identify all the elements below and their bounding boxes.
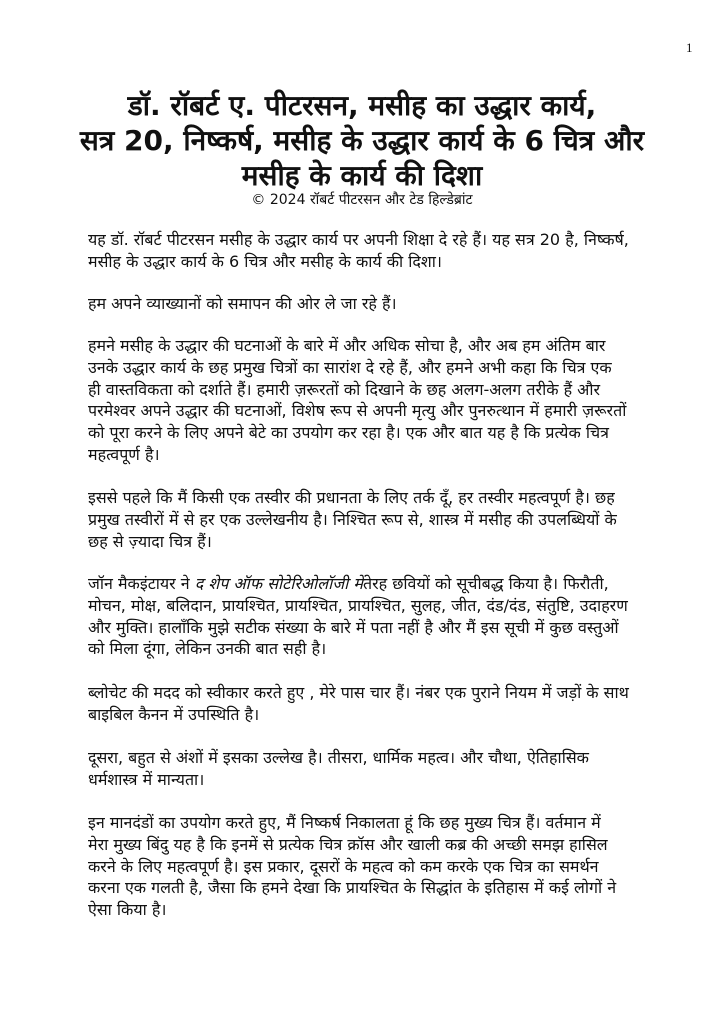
title-line: डॉ. रॉबर्ट ए. पीटरसन, मसीह का उद्धार कार्य,	[127, 89, 597, 122]
text-line: मसीह के उद्धार कार्य के 6 चित्र और मसीह के कार्य की दिशा।	[88, 251, 442, 271]
book-title: द शेप ऑफ सोटेरिओलॉजी में	[194, 574, 363, 593]
text-line: ऐसा किया है।	[88, 900, 167, 920]
text-line: इससे पहले कि मैं किसी एक तस्वीर की प्रधानता के लिए तर्क दूँ, हर तस्वीर महत्वपूर्ण है। छह	[88, 488, 615, 507]
title-line: मसीह के कार्य की दिशा	[241, 159, 483, 192]
text-segment: जॉन मैकइंटायर ने	[88, 574, 195, 593]
text-line: इन मानदंडों का उपयोग करते हुए, मैं निष्कर्ष निकालता हूं कि छह मुख्य चित्र हैं। वर्तमान में	[88, 813, 601, 832]
page-number: 1	[686, 40, 693, 55]
paragraph-pictures-summary	[88, 335, 668, 466]
document-title	[40, 88, 684, 193]
text-line: प्रमुख तस्वीरों में से हर एक उल्लेखनीय है। निश्चित रूप से, शास्त्र में मसीह की उपलब्धियों के	[88, 509, 617, 529]
text-line: उनके उद्धार कार्य के छह प्रमुख चित्रों का सारांश दे रहे हैं, और हमने अभी कहा कि चित्र एक	[88, 357, 612, 377]
text-line: हमने मसीह के उद्धार की घटनाओं के बारे में और अधिक सोचा है, और अब हम अंतिम बार	[88, 336, 606, 355]
text-line: परमेश्वर अपने उद्धार की घटनाओं, विशेष रूप से अपनी मृत्यु और पुनरुत्थान में हमारी ज़रूरतों	[88, 401, 627, 421]
text-line: और मुक्ति। हालाँकि मुझे सटीक संख्या के बारे में पता नहीं है और मैं इस सूची में कुछ वस्तुओं	[88, 617, 619, 637]
copyright-notice: © 2024 रॉबर्ट पीटरसन और टेड हिल्डेब्रांट	[251, 192, 473, 208]
text-line: धर्मशास्त्र में मान्यता।	[88, 769, 205, 789]
text-line: दूसरा, बहुत से अंशों में इसका उल्लेख है। तीसरा, धार्मिक महत्व। और चौथा, ऐतिहासिक	[88, 748, 589, 767]
text-line: ब्लोचेट की मदद को स्वीकार करते हुए , मेरे पास चार हैं। नंबर एक पुराने नियम में जड़ों के साथ	[88, 683, 629, 702]
text-line: को मिला दूंगा, लेकिन उनकी बात सही है।	[88, 639, 327, 659]
text-line: को पूरा करने के लिए अपने बेटे का उपयोग कर रहा है। एक और बात यह है कि प्रत्येक चित्र	[88, 423, 609, 443]
text-line	[88, 573, 668, 595]
text-segment: तेरह छवियों को सूचीबद्ध किया है। फिरौती,	[362, 574, 609, 593]
paragraph-importance	[88, 487, 668, 552]
text-line: यह डॉ. रॉबर्ट पीटरसन मसीह के उद्धार कार्य पर अपनी शिक्षा दे रहे हैं। यह सत्र 20 है, निष्कर्ष,	[88, 230, 629, 249]
paragraph-intro	[88, 229, 668, 273]
paragraph-mcintyre	[88, 573, 668, 660]
text-line: ही वास्तविकता को दर्शाते हैं। हमारी ज़रूरतों को दिखाने के छह अलग-अलग तरीके हैं और	[88, 379, 601, 399]
paragraph-criteria	[88, 747, 668, 791]
text-line: करने के लिए महत्वपूर्ण है। इस प्रकार, दूसरों के महत्व को कम करके एक चित्र का समर्थन	[88, 856, 599, 876]
paragraph-conclusion	[88, 812, 668, 921]
paragraph-lectures	[88, 293, 668, 315]
paragraph-blocher	[88, 682, 668, 726]
text-line: करना एक गलती है, जैसा कि हमने देखा कि प्रायश्चित के सिद्धांत के इतिहास में कई लोगों ने	[88, 878, 617, 898]
text-line: महत्वपूर्ण है।	[88, 444, 160, 464]
text-line: बाइबिल कैनन में उपस्थिति है।	[88, 704, 260, 724]
text-line: हम अपने व्याख्यानों को समापन की ओर ले जा रहे हैं।	[88, 294, 397, 313]
text-line: मोचन, मोक्ष, बलिदान, प्रायश्चित, प्रायश्चित, प्रायश्चित, सुलह, जीत, दंड/दंड, संतुष्टि, उदाहरण	[88, 595, 628, 615]
text-line: छह से ज़्यादा चित्र हैं।	[88, 531, 212, 551]
text-line: मेरा मुख्य बिंदु यह है कि इनमें से प्रत्येक चित्र क्रॉस और खाली कब्र की अच्छी समझ हासिल	[88, 834, 608, 854]
title-line: सत्र 20, निष्कर्ष, मसीह के उद्धार कार्य के 6 चित्र और	[79, 124, 645, 157]
